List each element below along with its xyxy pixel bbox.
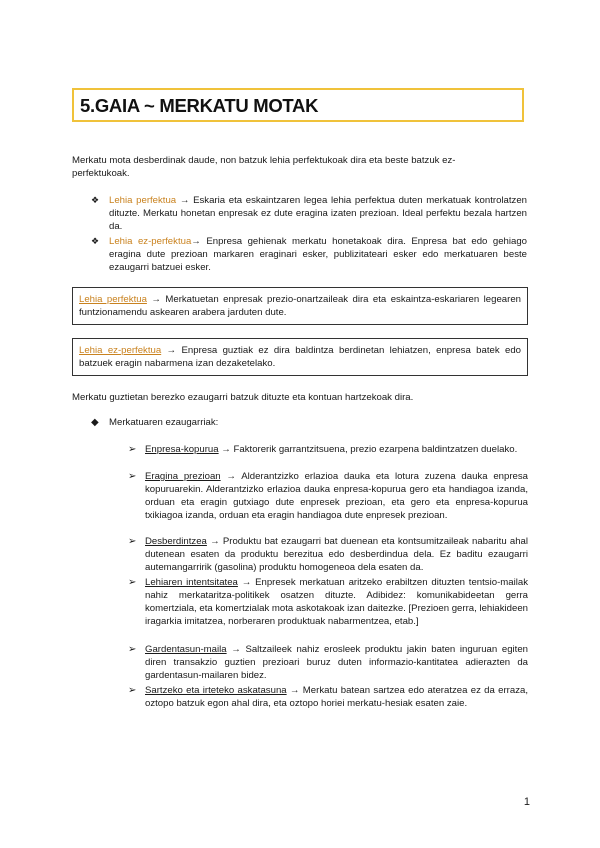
title-box	[72, 88, 524, 122]
page-number: 1	[523, 796, 530, 808]
description: → Enpresa gehienak merkatu honetakoak dira. Enpresa bat edo gehiago eragina dute prezioan markaren eraginari esker, publizitateari esker edo merkatuaren beste ezaugarri batzuei esker.	[109, 236, 527, 273]
term: Lehia ez-perfektua	[79, 345, 162, 356]
definition-box	[72, 287, 528, 325]
term: Eragina prezioan	[145, 471, 221, 482]
box-text	[79, 344, 521, 370]
description: → Alderantzizko erlazioa dauka eta lotura zuzena dauka enpresa kopuruarekin. Alderantzizko erlazioa dauka enpresa-kopurua gero eta handiagoa izanda, orduan eta eragin gutxiago dute enpresek prezioan, eta gero eta enpresa-kopurua txikiagoa izanda, orduan eta eragin handiagoa dute enpresek prezioan.	[145, 471, 528, 521]
term: Lehia perfektua	[109, 195, 177, 206]
diamond-bullet-icon: ❖	[91, 195, 100, 205]
description: → Produktu bat ezaugarri bat duenean eta kontsumitzaileak nabaritu ahal dutenean esaten da produktu berezitua edo desberdindua dela. Ez baditu ezaugarri autemangarririk (gasolina) produktu homogeneoa dela esaten da.	[145, 536, 528, 573]
box-text	[79, 293, 521, 319]
list-item	[145, 470, 528, 522]
list-item	[145, 535, 528, 574]
description: → Merkatuetan enpresak prezio-onartzaileak dira eta eskaintza-eskariaren legearen funtzionamendu askearen arabera jarduten dute.	[79, 294, 521, 318]
diamond-bullet-icon: ◆	[91, 417, 99, 428]
arrow-bullet-icon: ➢	[128, 471, 137, 482]
page-title: 5.GAIA ~ MERKATU MOTAK	[80, 95, 319, 116]
list-item	[145, 443, 528, 456]
arrow-bullet-icon: ➢	[128, 685, 137, 696]
section-heading: Merkatuaren ezaugarriak:	[109, 417, 219, 428]
list-item	[109, 235, 527, 274]
definition-box	[72, 338, 528, 376]
term: Sartzeko eta irteteko askatasuna	[145, 685, 287, 696]
description: → Faktorerik garrantzitsuena, prezio ezarpena baldintzatzen duelako.	[218, 444, 518, 455]
description: → Saltzaileek nahiz erosleek produktu jakin baten inguruan egiten diren transakzio guztien prezioari buruz duten informazio-kantitatea adierazten da gardentasun-mailaren bidez.	[145, 644, 528, 681]
term: Lehia ez-perfektua	[109, 236, 192, 247]
list-item	[145, 684, 528, 710]
description: → Enpresa guztiak ez dira baldintza berdinetan lehiatzen, enpresa batek edo batzuek eragin nabarmena izan dezaketelako.	[79, 345, 521, 369]
arrow-bullet-icon: ➢	[128, 644, 137, 655]
arrow-bullet-icon: ➢	[128, 577, 137, 588]
term: Gardentasun-maila	[145, 644, 227, 655]
description: → Merkatu batean sartzea edo ateratzea ez da erraza, oztopo batzuk egon ahal dira, eta oztopo horiei merkatu-hesiak esaten zaie.	[145, 685, 528, 709]
description: → Enpresek merkatuan aritzeko erabiltzen dituzten tentsio-mailak nahiz merkataritza-politikek osatzen dituzte. Adibidez: komunikabideetan gerra komertziala, eta komertzialak mota askotakoak izan daitezke. [Prezioen gerra, lehiakideen iragarkia imitatzea, norberaren produktuak nabarmentzea, etab.]	[145, 577, 528, 627]
intro-paragraph: Merkatu mota desberdinak daude, non batzuk lehia perfektukoak dira eta beste batzuk ez-perfektukoak.	[72, 155, 456, 179]
diamond-bullet-icon: ❖	[91, 236, 100, 246]
term: Enpresa-kopurua	[145, 444, 219, 455]
term: Lehiaren intentsitatea	[145, 577, 238, 588]
list-item	[145, 576, 528, 628]
term: Lehia perfektua	[79, 294, 147, 305]
list-item	[109, 194, 527, 233]
paragraph: Merkatu guztietan berezko ezaugarri batzuk dituzte eta kontuan hartzekoak dira.	[72, 392, 414, 403]
list-item	[145, 643, 528, 682]
term: Desberdintzea	[145, 536, 207, 547]
description: → Eskaria eta eskaintzaren legea lehia perfektua duten merkatuak kontrolatzen dituzte. Merkatu honetan enpresak ez dute eragina izaten prezioan. Ideal perfektu bezala hartzen da.	[109, 195, 528, 232]
arrow-bullet-icon: ➢	[128, 536, 137, 547]
arrow-bullet-icon: ➢	[128, 444, 137, 455]
